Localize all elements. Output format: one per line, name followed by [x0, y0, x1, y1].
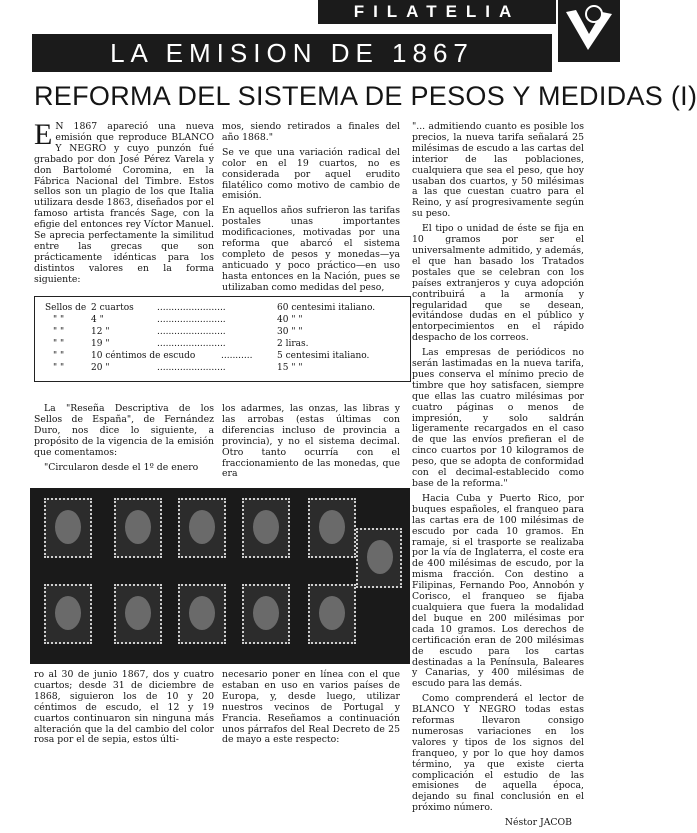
- paragraph: "... admitiendo cuanto es posible los precios, la nueva tarifa señalará 25 milésimas de escudo a las cartas del interior de las poblaciones, cualquiera que sea el peso, que hoy usaban dos cuartos, y 50 milésimas a las que cuestan cuatro para el Reino, y así progresivamente según su peso.: [412, 121, 584, 220]
- stamp-image: [308, 584, 356, 644]
- paragraph: En aquellos años sufrieron las tarifas postales unas importantes modificaciones, motivadas por una reforma que abarcó el sistema completo de pesos y monedas—ya anticuado y poco práctico—en uso hasta entonces en la Nación, pues se utilizaban como medidas del peso,: [222, 205, 400, 293]
- stamp-image: [114, 584, 162, 644]
- signature: Néstor JACOB: [504, 817, 572, 829]
- value-comparison-table: Sellos de 2 cuartos ........................ 60 centesimi italiano. " " 4 " ........................ 40 " " " " 12 " ........................ 30 " " " " 19 " ........................ 2 liras. " " 10 céntimos de escudo ........... 5 centesimi italiano. " " 20 " ........................ 15 " ": [34, 296, 411, 382]
- paragraph: necesario poner en línea con el que estaban en uso en varios países de Europa, y, desde luego, utilizar nuestros vecinos de Portugal y Francia. Reseñamos a continuación unos párrafos del Real Decreto de 25 de mayo a este respecto:: [222, 669, 400, 746]
- intro-text: N 1867 apareció una nueva emisión que reproduce BLANCO Y NEGRO y cuyo punzón fué grabado por don José Pérez Varela y don Bartolomé Coromina, en la Fábrica Nacional del Timbre. Estos sellos son un plagio de los que Italia utilizara desde 1863, diseñados por el famoso artista francés Sage, con la efigie del entonces rey Víctor Manuel. Se aprecia perfectamente la similitud entre las grecas que son prácticamente idénticas para los distintos valores en la forma siguiente:: [34, 121, 214, 285]
- stamp-image: [356, 528, 402, 588]
- section-header: FILATELIA: [318, 0, 556, 24]
- stamp-image: [178, 498, 226, 558]
- paragraph: Se ve que una variación radical del color en el 19 cuartos, no es considerada por aquel erudito filatélico como motivo de cambio de emisión.: [222, 146, 400, 202]
- paragraph: Como comprenderá el lector de BLANCO Y NEGRO todas estas reformas llevaron consigo numerosas variaciones en los valores y tipos de los signos del franqueo, y por lo que hoy damos término, ya que existe cierta complicación el estudio de las emisiones de aquella época, dejando su final conclusión en el próximo número.: [412, 693, 584, 814]
- column-2-bottom: [222, 670, 400, 750]
- paragraph: Las empresas de periódicos no serán lastimadas en la nueva tarifa, pues conserva el mínimo precio de timbre que hoy satisfacen, siempre que ellas las cuatro milésimas por cuatro páginas o menos de impresión, y solo saldrán ligeramente recargados en el caso de que las envíos prefieran el de cinco cuartos por 10 kilogramos de peso, que se adopta de conformidad con el decimal-establecido como base de la reforma.": [412, 347, 584, 489]
- paragraph: mos, siendo retirados a finales del año 1868.": [222, 121, 400, 143]
- column-2-top: [222, 122, 400, 298]
- article-headline: REFORMA DEL SISTEMA DE PESOS Y MEDIDAS (I): [34, 81, 697, 111]
- stamp-image: [242, 498, 290, 558]
- stamp-image: [114, 498, 162, 558]
- stamp-image: [242, 584, 290, 644]
- column-2-middle: [222, 404, 400, 484]
- stamp-image: [178, 584, 226, 644]
- drop-cap: E: [34, 118, 53, 151]
- paragraph: El tipo o unidad de éste se fija en 10 gramos por ser el universalmente admitido, y además, el que han basado los Tratados postales que se celebran con los países extranjeros y cuya adopción contribuirá a la armonía y regularidad que se desean, evitándose dudas en el público y entorpecimientos en el rápido despacho de los correos.: [412, 223, 584, 344]
- stamp-image: [44, 498, 92, 558]
- stamp-image: [308, 498, 356, 558]
- paragraph: ro al 30 de junio 1867, dos y cuatro cuartos; desde 31 de diciembre de 1868, siguieron los de 10 y 20 céntimos de escudo, el 12 y 19 cuartos continuaron sin ninguna más alteración que la del cambio del color rosa por el de sepia, estos últi-: [34, 669, 214, 746]
- stamp-image: [44, 584, 92, 644]
- column-3: [412, 122, 584, 833]
- banner-title: LA EMISION DE 1867: [32, 34, 552, 72]
- paragraph: los adarmes, las onzas, las libras y las arrobas (estas últimas con diferencias incluso de provincia a provincia), y no el sistema decimal. Otro tanto ocurría con el fraccionamiento de las monedas, que era: [222, 403, 400, 480]
- section-logo-icon: [558, 0, 620, 62]
- stamps-photo: [30, 488, 410, 664]
- column-1-bottom: [34, 670, 214, 750]
- paragraph: "Circularon desde el 1º de enero: [44, 461, 199, 473]
- column-1-middle: [34, 404, 214, 477]
- paragraph: Hacia Cuba y Puerto Rico, por buques españoles, el franqueo para las cartas era de 100 milésimas de escudo por cada 10 gramos. En ramaje, si el trasporte se realizaba por la vía de Inglaterra, el coste era de 400 milésimas de escudo, por la misma fracción. Con destino a Filipinas, Fernando Poo, Annobón y Corisco, el franqueo se fijaba cualquiera que fuera la modalidad del buque en 200 milésimas por cada 10 gramos. Los derechos de certificación eran de 200 milésimas de escudo para los cartas destinadas a la Península, Baleares y Canarias, y 400 milésimas de escudo para las demás.: [412, 492, 584, 690]
- column-1-intro: [34, 118, 214, 286]
- paragraph: La "Reseña Descriptiva de los Sellos de España", de Fernández Duro, nos dice lo siguiente, a propósito de la vigencia de la emisión que comentamos:: [34, 403, 214, 458]
